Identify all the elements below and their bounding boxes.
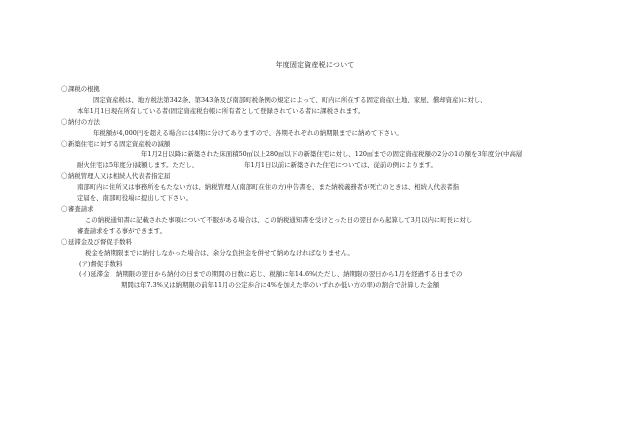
section-paragraph (61, 182, 571, 204)
circle-marker: 〇 (61, 117, 68, 126)
paragraph-line: この納税通知書に記載された事項について不服がある場合は、この納税通知書を受けとった日の翌日から起算して3月以内に町長に対し (85, 215, 473, 224)
paragraph-line (77, 160, 571, 171)
circle-marker: 〇 (61, 85, 68, 93)
section-heading-text: 延滞金及び督促手数料 (68, 237, 132, 246)
paragraph-line: 年税額が4,000円を超える場合には4期に分けてありますので、各期それぞれの納期限までに納めて下さい。 (93, 128, 403, 137)
paragraph-line: 南部町内に住所又は事務所をもたない方は、納税管理人(南部町在住の方)申告書を、また納税義務者が死亡のときは、相続人代表者指 (77, 183, 460, 192)
section-paragraph (61, 149, 571, 171)
section-administrator (61, 171, 571, 204)
circle-marker: 〇 (61, 204, 68, 213)
paragraph-segment: 年1月1日以前に新築された住宅については、従前の例によります。 (244, 161, 437, 170)
sub-item-dunning-fee: (ア)督促手数料 (79, 259, 123, 268)
section-heading (61, 171, 571, 182)
section-heading (61, 139, 571, 150)
circle-marker: 〇 (61, 172, 68, 181)
document-body (61, 84, 571, 291)
sub-item-late-charge: (イ)延滞金 納期限の翌日から納付の日までの期間の日数に応じ、税額に年14.6%(ただし、納期限の翌日から1月を経過する日までの (79, 270, 463, 279)
section-heading-text: 納付の方法 (68, 117, 100, 126)
section-paragraph (61, 248, 571, 259)
sub-item-late-charge-continued: 期間は年7.3%又は納期限の前年11月の公定歩合に4%を加えた率のいずれか低い方の率)の割合で計算した金額 (121, 281, 440, 290)
section-reduction (61, 139, 571, 172)
paragraph-line: 税金を納期限までに納付しなかった場合は、余分な負担金を併せて納めなければなりません。 (85, 248, 354, 257)
section-heading (61, 237, 571, 248)
section-heading (61, 117, 571, 128)
section-heading-text: 審査請求 (68, 204, 94, 213)
paragraph-line: 固定資産税は、地方税法第342条、第343条及び南部町税条例の規定によって、町内に所在する固定資産(土地、家屋、償却資産)に対し、 (93, 95, 487, 104)
section-paragraph (61, 95, 571, 117)
document-title: 年度固定資産税について (275, 61, 355, 69)
paragraph-line: 本年1月1日現在所有している者(固定資産税台帳に所有者として登録されている者)に課税されます。 (77, 106, 365, 115)
section-payment (61, 117, 571, 139)
paragraph-line: 定届を、南部町役場に提出して下さい。 (77, 194, 193, 203)
circle-marker: 〇 (61, 139, 68, 148)
section-heading (61, 204, 571, 215)
section-heading (61, 84, 571, 95)
section-penalty (61, 237, 571, 292)
section-paragraph (61, 215, 571, 237)
paragraph-line: 年1月2日以降に新築された床面積50㎡以上280㎡以下の新築住宅に対し、120㎡までの固定資産税額の2分の1の額を3年度分(中高層 (141, 150, 523, 159)
circle-marker: 〇 (61, 237, 68, 246)
section-heading-text: 課税の根拠 (68, 85, 100, 93)
paragraph-line: 審査請求をする事ができます。 (77, 226, 166, 235)
section-basis (61, 84, 571, 117)
section-heading-text: 新築住宅に対する固定資産税の減額 (68, 139, 171, 148)
paragraph-segment: 耐火住宅は5年度分)減額します。ただし、 (77, 161, 199, 170)
section-heading-text: 納税管理人又は相続人代表者指定届 (68, 172, 171, 181)
section-paragraph (61, 128, 571, 139)
section-appeal (61, 204, 571, 237)
